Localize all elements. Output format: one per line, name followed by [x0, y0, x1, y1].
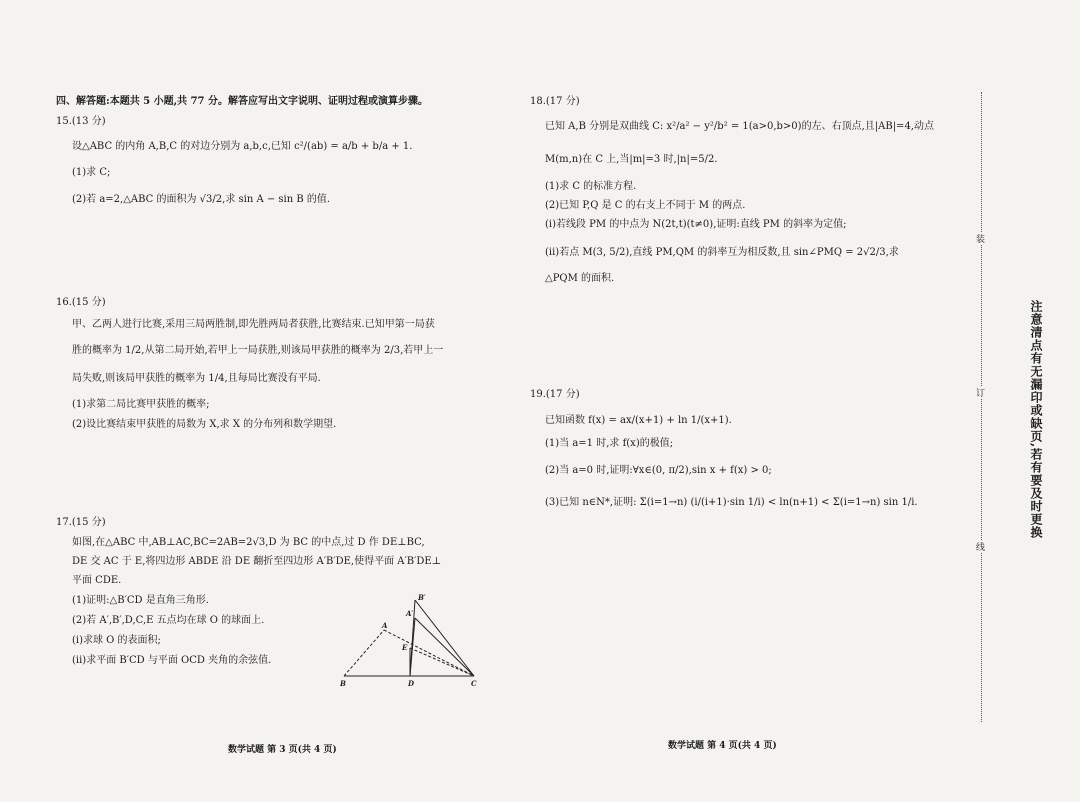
segment-B1C: [415, 600, 474, 676]
page-footer-left: 数学试题 第 3 页(共 4 页): [228, 745, 337, 755]
segment-DA1: [410, 618, 415, 676]
q17-line3: 平面 CDE.: [72, 575, 122, 586]
q19-stem: 已知函数 f(x) = ax/(x+1) + ln 1/(x+1).: [545, 415, 732, 426]
q19-title: 19.(17 分): [530, 389, 580, 400]
q19-part2: (2)当 a=0 时,证明:∀x∈(0, π/2),sin x + f(x) > 0;: [545, 465, 772, 476]
q19-part1: (1)当 a=1 时,求 f(x)的极值;: [545, 438, 674, 449]
q18-part2: (2)已知 P,Q 是 C 的右支上不同于 M 的两点.: [545, 200, 746, 211]
label-A-prime: A′: [406, 609, 414, 618]
binding-mark-ding: 订: [976, 386, 985, 399]
page-footer-right: 数学试题 第 4 页(共 4 页): [668, 741, 777, 751]
label-B: B: [340, 679, 346, 688]
binding-line: [981, 92, 982, 722]
q17-part2: (2)若 A′,B′,D,C,E 五点均在球 O 的球面上.: [72, 615, 265, 626]
q16-line1: 甲、乙两人进行比赛,采用三局两胜制,即先胜两局者获胜,比赛结束.已知甲第一局获: [72, 319, 435, 330]
q18-part1: (1)求 C 的标准方程.: [545, 181, 637, 192]
q17-title: 17.(15 分): [56, 517, 106, 528]
q18-part2-i: (ⅰ)若线段 PM 的中点为 N(2t,t)(t≠0),证明:直线 PM 的斜率为定值;: [545, 219, 847, 230]
q16-line2: 胜的概率为 1/2,从第二局开始,若甲上一局获胜,则该局甲获胜的概率为 2/3,若甲上一: [72, 345, 444, 356]
binding-notice: 注意清点有无漏印或缺页,若有要及时更换: [1029, 300, 1043, 540]
q17-part2-ii: (ⅱ)求平面 B′CD 与平面 OCD 夹角的余弦值.: [72, 655, 272, 666]
q18-title: 18.(17 分): [530, 96, 580, 107]
q16-line3: 局失败,则该局甲获胜的概率为 1/4,且每局比赛没有平局.: [72, 373, 321, 384]
q15-stem: 设△ABC 的内角 A,B,C 的对边分别为 a,b,c,已知 c²/(ab) = a/b + b/a + 1.: [72, 141, 413, 152]
label-D: D: [408, 679, 415, 688]
q17-part1: (1)证明:△B′CD 是直角三角形.: [72, 595, 209, 606]
q15-part2: (2)若 a=2,△ABC 的面积为 √3/2,求 sin A − sin B 的值.: [72, 194, 331, 205]
segment-EC: [410, 648, 474, 676]
q16-part1: (1)求第二局比赛甲获胜的概率;: [72, 399, 210, 410]
label-B-prime: B′: [418, 593, 426, 602]
q15-part1: (1)求 C;: [72, 167, 111, 178]
q17-part2-i: (ⅰ)求球 O 的表面积;: [72, 635, 161, 646]
q18-line2: M(m,n)在 C 上,当|m|=3 时,|n|=5/2.: [545, 154, 718, 165]
q16-part2: (2)设比赛结束甲获胜的局数为 X,求 X 的分布列和数学期望.: [72, 419, 337, 430]
q17-line1: 如图,在△ABC 中,AB⊥AC,BC=2AB=2√3,D 为 BC 的中点,过 D 作 DE⊥BC,: [72, 537, 425, 548]
binding-mark-xian: 线: [976, 540, 985, 553]
segment-A1C: [415, 618, 474, 676]
q18-part2-ii: (ⅱ)若点 M(3, 5/2),直线 PM,QM 的斜率互为相反数,且 sin∠PMQ = 2√2/3,求: [545, 247, 899, 258]
q16-title: 16.(15 分): [56, 297, 106, 308]
section-header: 四、解答题:本题共 5 小题,共 77 分。解答应写出文字说明、证明过程或演算步骤。: [56, 96, 428, 107]
segment-AC: [384, 630, 474, 676]
label-A: A: [382, 621, 388, 630]
q17-line2: DE 交 AC 于 E,将四边形 ABDE 沿 DE 翻折至四边形 A′B′DE,使得平面 A′B′DE⊥: [72, 556, 442, 567]
segment-AB: [344, 630, 384, 676]
label-E: E: [402, 643, 408, 652]
label-C: C: [471, 679, 477, 688]
binding-mark-zhuang: 装: [976, 232, 985, 245]
q17-figure: [338, 590, 488, 690]
q18-part2-ii-cont: △PQM 的面积.: [545, 273, 615, 284]
q15-title: 15.(13 分): [56, 116, 106, 127]
q18-line1: 已知 A,B 分别是双曲线 C: x²/a² − y²/b² = 1(a>0,b>0)的左、右顶点,且|AB|=4,动点: [545, 121, 934, 132]
q19-part3: (3)已知 n∈N*,证明: Σ(i=1→n) (i/(i+1)·sin 1/i) < ln(n+1) < Σ(i=1→n) sin 1/i.: [545, 497, 918, 508]
